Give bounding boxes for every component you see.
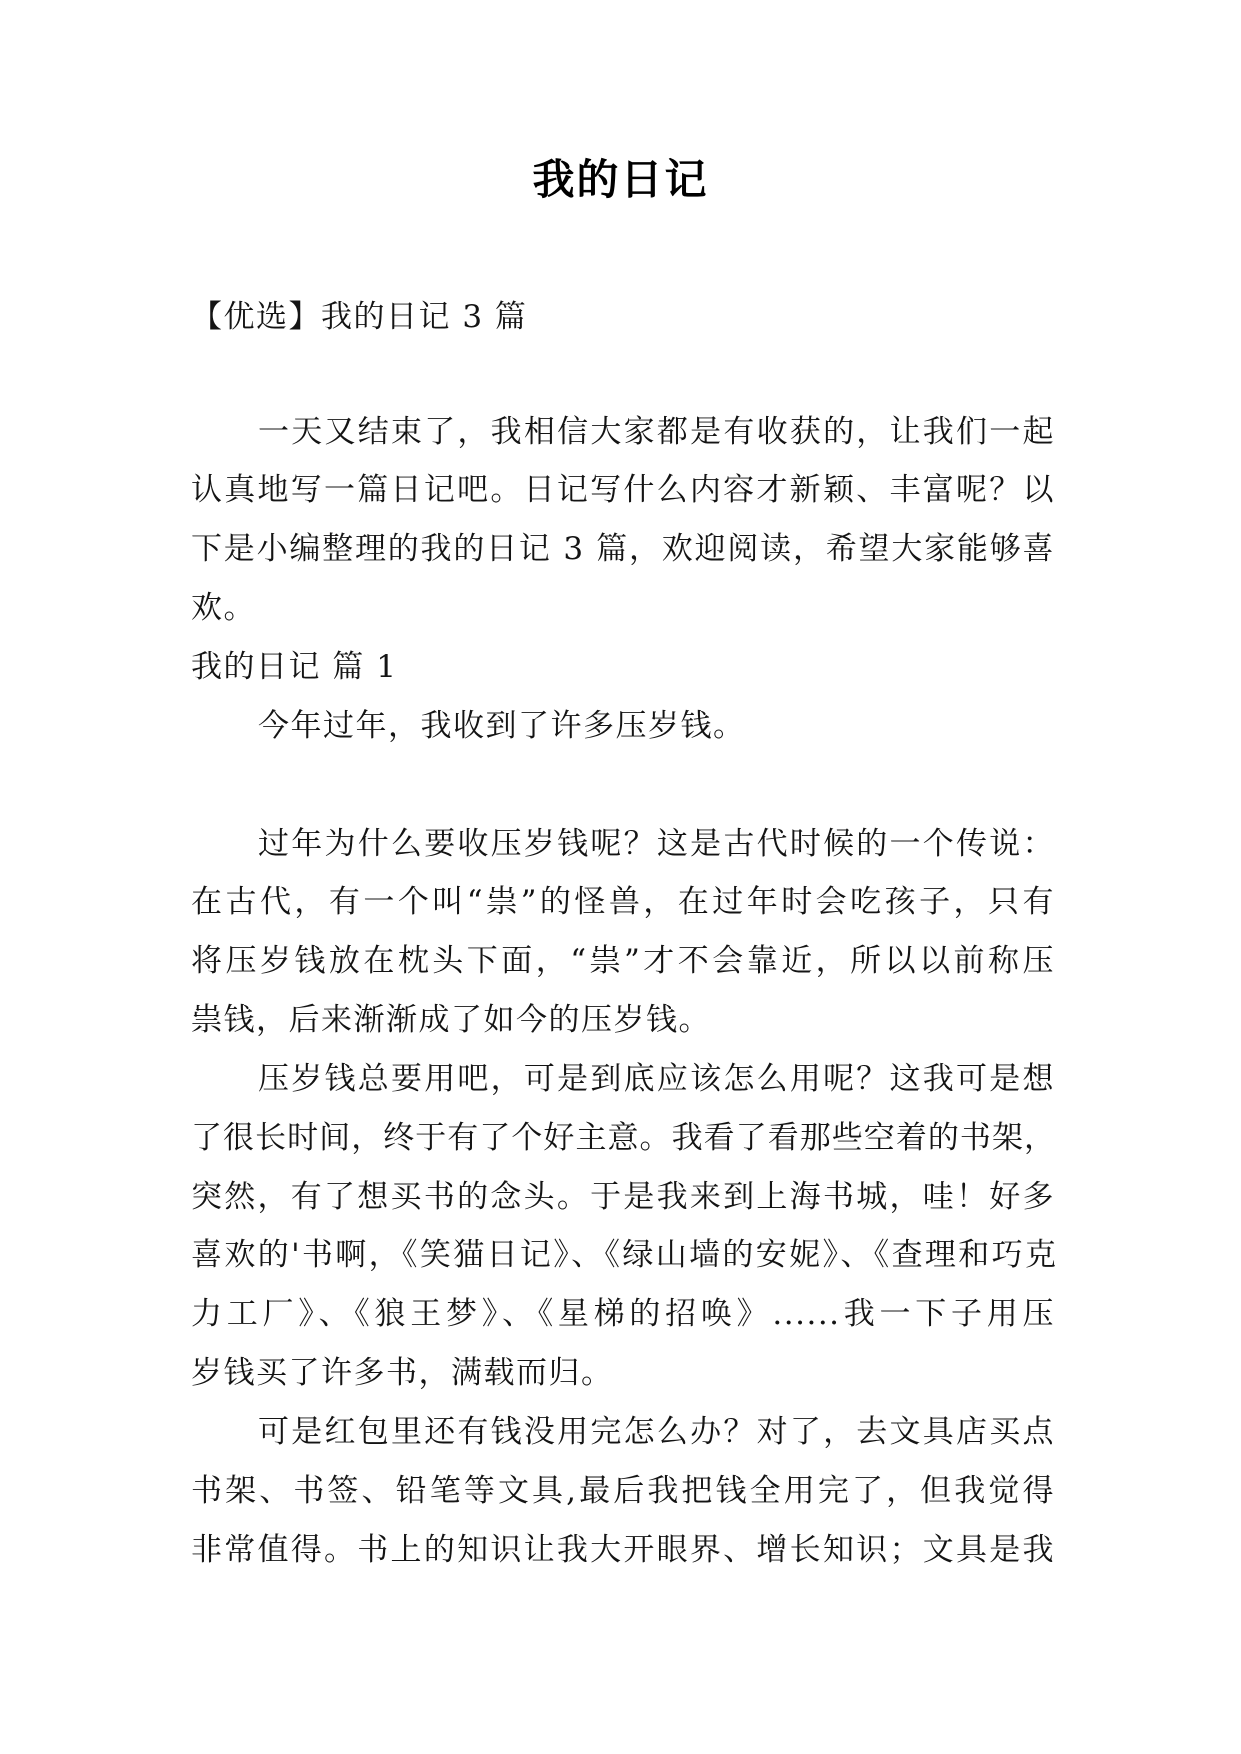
paragraph-line: 了很长时间，终于有了个好主意。我看了看那些空着的书架， [191, 1119, 1055, 1156]
paragraph-line: 突然，有了想买书的念头。于是我来到上海书城，哇！好多 [191, 1178, 1055, 1215]
paragraph-line: 喜欢的'书啊，《笑猫日记》、《绿山墙的安妮》、《查理和巧克 [191, 1237, 1055, 1274]
diary-section [191, 638, 1055, 1580]
paragraph [191, 1050, 1055, 1403]
blank-line [191, 756, 1055, 815]
paragraph-line: 祟钱，后来渐渐成了如今的压岁钱。 [191, 1002, 711, 1039]
paragraph-line: 下是小编整理的我的日记 3 篇，欢迎阅读，希望大家能够喜 [191, 531, 1055, 568]
paragraph-line: 岁钱买了许多书，满载而归。 [191, 1355, 614, 1392]
paragraph [191, 697, 1055, 756]
document-subtitle: 【优选】我的日记 3 篇 [191, 299, 528, 335]
paragraph-line: 一天又结束了，我相信大家都是有收获的，让我们一起 [258, 413, 1055, 450]
paragraph-line: 在古代，有一个叫“祟”的怪兽，在过年时会吃孩子，只有 [191, 884, 1055, 921]
paragraph-line: 压岁钱总要用吧，可是到底应该怎么用呢？这我可是想 [258, 1060, 1055, 1097]
paragraph-line: 书架、书签、铅笔等文具,最后我把钱全用完了，但我觉得 [191, 1472, 1055, 1509]
paragraph-line: 可是红包里还有钱没用完怎么办？对了，去文具店买点 [258, 1413, 1055, 1450]
paragraph-line: 力工厂》、《狼王梦》、《星梯的招唤》......我一下子用压 [191, 1296, 1055, 1333]
intro-paragraph [191, 403, 1055, 638]
paragraph [191, 815, 1055, 1050]
document-body [191, 403, 1055, 1580]
section-heading: 我的日记 篇 1 [191, 648, 398, 685]
paragraph-line: 欢。 [191, 590, 256, 627]
document-title: 我的日记 [532, 155, 709, 204]
paragraph-line: 非常值得。书上的知识让我大开眼界、增长知识；文具是我 [191, 1531, 1055, 1568]
paragraph-line: 将压岁钱放在枕头下面，“祟”才不会靠近，所以以前称压 [191, 943, 1055, 980]
paragraph-line: 过年为什么要收压岁钱呢？这是古代时候的一个传说： [258, 825, 1055, 862]
paragraph [191, 1403, 1055, 1580]
paragraph-line: 今年过年，我收到了许多压岁钱。 [258, 707, 746, 744]
paragraph-line: 认真地写一篇日记吧。日记写什么内容才新颖、丰富呢？以 [191, 472, 1055, 509]
